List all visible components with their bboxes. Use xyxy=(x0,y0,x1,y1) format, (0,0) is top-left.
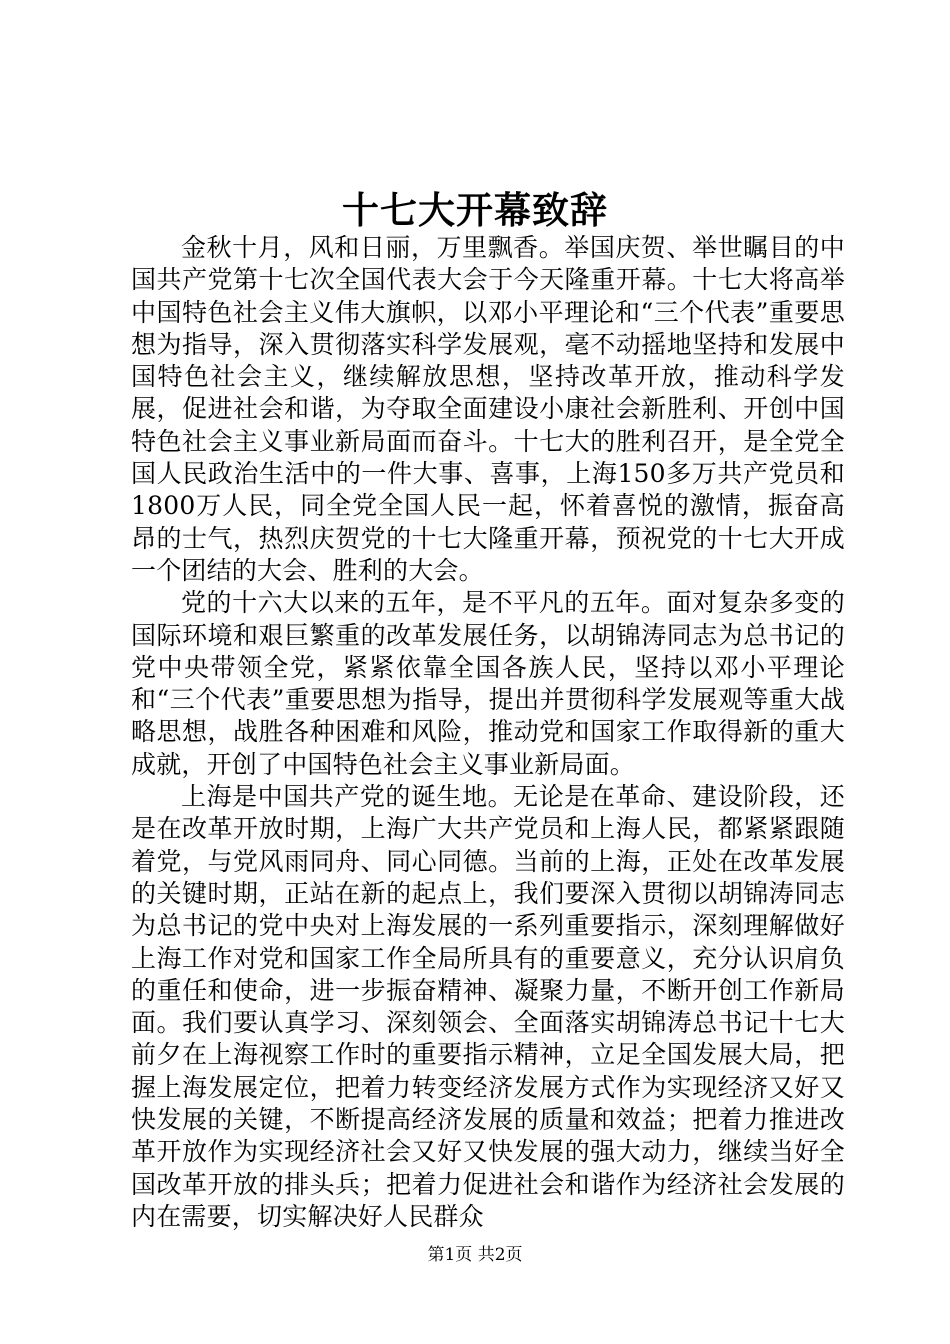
document-body xyxy=(131,232,845,1233)
paragraph-3: 上海是中国共产党的诞生地。无论是在革命、建设阶段，还是在改革开放时期，上海广大共产党员和上海人民，都紧紧跟随着党，与党风雨同舟、同心同德。当前的上海，正处在改革发展的关键时期，正站在新的起点上，我们要深入贯彻以胡锦涛同志为总书记的党中央对上海发展的一系列重要指示，深刻理解做好上海工作对党和国家工作全局所具有的重要意义，充分认识肩负的重任和使命，进一步振奋精神、凝聚力量，不断开创工作新局面。我们要认真学习、深刻领会、全面落实胡锦涛总书记十七大前夕在上海视察工作时的重要指示精神，立足全国发展大局，把握上海发展定位，把着力转变经济发展方式作为实现经济又好又快发展的关键，不断提高经济发展的质量和效益；把着力推进改革开放作为实现经济社会又好又快发展的强大动力，继续当好全国改革开放的排头兵；把着力促进社会和谐作为经济社会发展的内在需要，切实解决好人民群众 xyxy=(131,782,845,1231)
paragraph-1: 金秋十月，风和日丽，万里飘香。举国庆贺、举世瞩目的中国共产党第十七次全国代表大会于今天隆重开幕。十七大将高举中国特色社会主义伟大旗帜，以邓小平理论和“三个代表”重要思想为指导，深入贯彻落实科学发展观，毫不动摇地坚持和发展中国特色社会主义，继续解放思想，坚持改革开放，推动科学发展，促进社会和谐，为夺取全面建设小康社会新胜利、开创中国特色社会主义事业新局面而奋斗。十七大的胜利召开，是全党全国人民政治生活中的一件大事、喜事，上海150多万共产党员和1800万人民，同全党全国人民一起，怀着喜悦的激情，振奋高昂的士气，热烈庆贺党的十七大隆重开幕，预祝党的十七大开成一个团结的大会、胜利的大会。 xyxy=(131,233,845,585)
page-number-footer: 第1页 共2页 xyxy=(427,1245,523,1265)
document-title: 十七大开幕致辞 xyxy=(342,188,608,232)
paragraph-2: 党的十六大以来的五年，是不平凡的五年。面对复杂多变的国际环境和艰巨繁重的改革发展任务，以胡锦涛同志为总书记的党中央带领全党，紧紧依靠全国各族人民，坚持以邓小平理论和“三个代表”重要思想为指导，提出并贯彻科学发展观等重大战略思想，战胜各种困难和风险，推动党和国家工作取得新的重大成就，开创了中国特色社会主义事业新局面。 xyxy=(131,588,845,779)
